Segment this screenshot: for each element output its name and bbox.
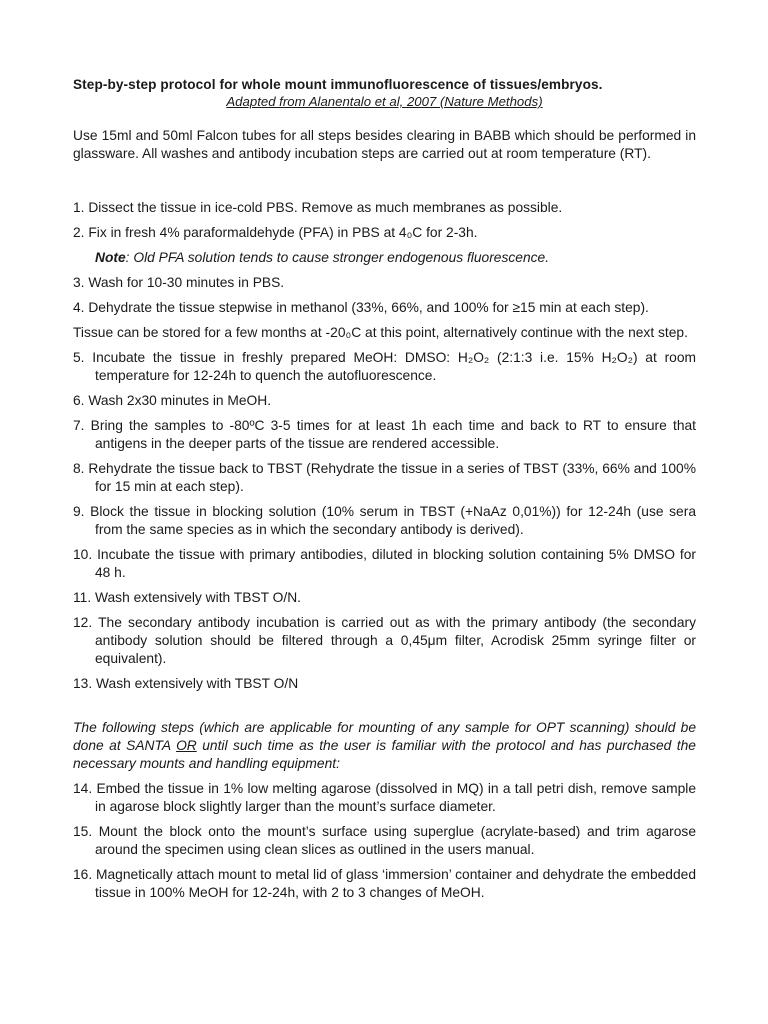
note-paragraph <box>73 249 696 267</box>
step-16: 16. Magnetically attach mount to metal lid of glass ‘immersion’ container and dehydrate the embedded tissue in 100% MeOH for 12-24h, with 2 to 3 changes of MeOH. <box>73 867 696 900</box>
step-8: 8. Rehydrate the tissue back to TBST (Rehydrate the tissue in a series of TBST (33%, 66% and 100% for 15 min at each step). <box>73 461 696 494</box>
step-10: 10. Incubate the tissue with primary antibodies, diluted in blocking solution containing 5% DMSO for 48 h. <box>73 547 696 580</box>
intro-paragraph: Use 15ml and 50ml Falcon tubes for all steps besides clearing in BABB which should be performed in glassware. All washes and antibody incubation steps are carried out at room temperature (RT). <box>73 128 696 161</box>
protocol-steps <box>73 199 696 909</box>
step-3: 3. Wash for 10-30 minutes in PBS. <box>73 275 285 290</box>
step-15: 15. Mount the block onto the mount’s surface using superglue (acrylate-based) and trim agarose around the specimen using clean slices as outlined in the users manual. <box>73 824 696 857</box>
document-subtitle: Adapted from Alanentalo et al, 2007 (Nature Methods) <box>226 94 543 109</box>
step-4: 4. Dehydrate the tissue stepwise in methanol (33%, 66%, and 100% for ≥15 min at each step). <box>73 300 649 315</box>
note-label: Note <box>95 250 126 265</box>
step-5: 5. Incubate the tissue in freshly prepared MeOH: DMSO: H₂O₂ (2:1:3 i.e. 15% H₂O₂) at room temperature for 12-24h to quench the autofluorescence. <box>73 350 696 383</box>
step-7: 7. Bring the samples to -80ºC 3-5 times for at least 1h each time and back to RT to ensure that antigens in the deeper parts of the tissue are rendered accessible. <box>73 418 696 451</box>
step-13: 13. Wash extensively with TBST O/N <box>73 676 299 691</box>
document-title: Step-by-step protocol for whole mount immunofluorescence of tissues/embryos. <box>73 77 603 92</box>
step-9: 9. Block the tissue in blocking solution (10% serum in TBST (+NaAz 0,01%)) for 12-24h (use sera from the same species as in which the secondary antibody is derived). <box>73 504 696 537</box>
step-12: 12. The secondary antibody incubation is carried out as with the primary antibody (the secondary antibody solution should be filtered through a 0,45μm filter, Acrodisk 25mm syringe filter or equivalent). <box>73 615 696 666</box>
opt-text-end: until such time as the user is familiar with the protocol and has purchased the necessary mounts and handling equipment: <box>73 738 696 771</box>
opt-text-start: The following steps (which are applicable for mounting of any sample for OPT scanning) should be done at SANTA <box>73 720 696 753</box>
note-text: : Old PFA solution tends to cause stronger endogenous fluorescence. <box>125 250 550 265</box>
opt-mounting-paragraph <box>73 719 696 773</box>
step-1: 1. Dissect the tissue in ice-cold PBS. Remove as much membranes as possible. <box>73 200 563 215</box>
step-14: 14. Embed the tissue in 1% low melting agarose (dissolved in MQ) in a tall petri dish, remove sample in agarose block slightly larger than the mount’s surface diameter. <box>73 781 696 814</box>
storage-note: Tissue can be stored for a few months at -20₀C at this point, alternatively continue with the next step. <box>73 325 688 340</box>
step-11: 11. Wash extensively with TBST O/N. <box>73 590 301 605</box>
step-2: 2. Fix in fresh 4% paraformaldehyde (PFA) in PBS at 4₀C for 2-3h. <box>73 225 478 240</box>
step-6: 6. Wash 2x30 minutes in MeOH. <box>73 393 272 408</box>
opt-or-underlined: OR <box>176 738 197 753</box>
